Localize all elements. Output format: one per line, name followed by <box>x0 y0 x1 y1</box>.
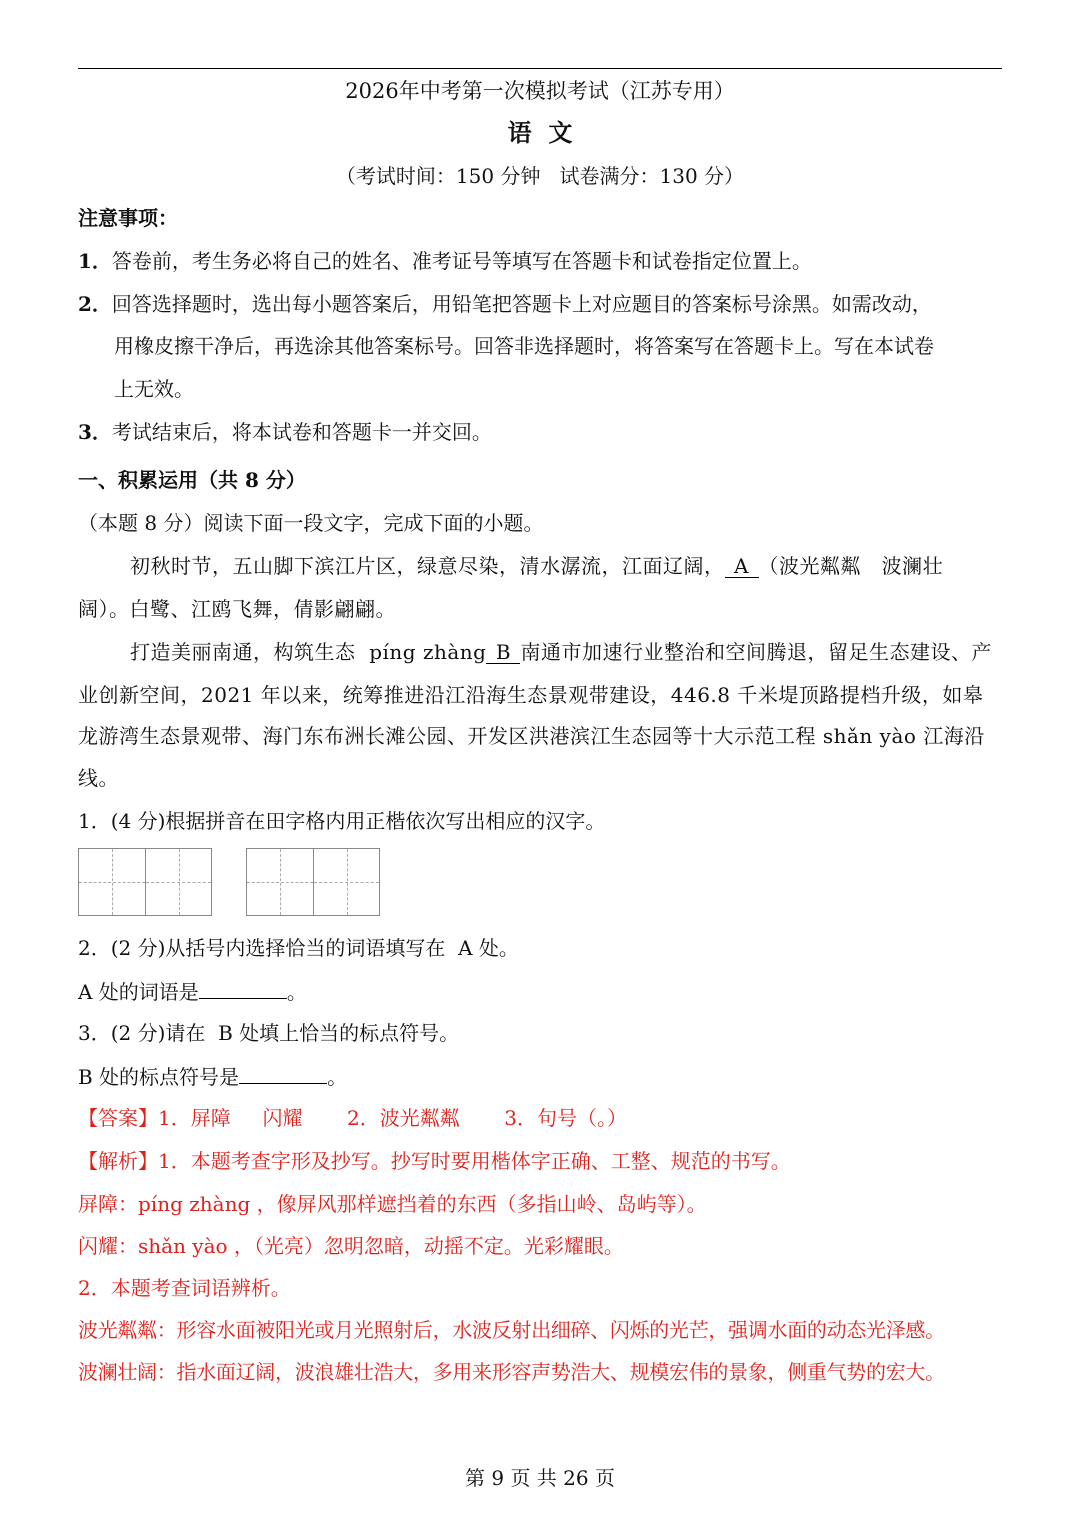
tianzige-grid-1[interactable] <box>78 848 212 916</box>
section-heading: 一、积累运用（共 8 分） <box>78 468 306 492</box>
passage-text: 打造美丽南通，构筑生态 píng zhàng <box>130 640 487 664</box>
page-footer: 第 9 页 共 26 页 <box>465 1466 615 1490</box>
tianzige-cell[interactable] <box>145 849 211 915</box>
subject-title: 语 文 <box>507 118 573 147</box>
passage-p1-line-1 <box>130 553 1060 579</box>
passage-text: 初秋时节，五山脚下滨江片区，绿意尽染，清水潺流，江面辽阔， <box>130 554 725 578</box>
section-intro: （本题 8 分）阅读下面一段文字，完成下面的小题。 <box>78 511 544 535</box>
note-2-number: 2． <box>78 292 112 316</box>
note-2 <box>78 291 1008 317</box>
question-2-answer <box>78 978 1008 1005</box>
passage-text: 南通市加速行业整治和空间腾退，留足生态建设、产 <box>520 640 992 664</box>
note-2-line-3: 上无效。 <box>114 377 194 401</box>
notes-heading: 注意事项： <box>78 206 178 230</box>
blank-a: A <box>725 555 759 578</box>
passage-p1-line-2: 阔）。白鹭、江鸥飞舞，倩影翩翩。 <box>78 597 396 621</box>
question-1: 1．(4 分)根据拼音在田字格内用正楷依次写出相应的汉字。 <box>78 809 606 833</box>
note-3 <box>78 419 1008 445</box>
analysis-bo-guang: 波光粼粼：形容水面被阳光或月光照射后，水波反射出细碎、闪烁的光芒，强调水面的动态光泽感。 <box>78 1318 945 1342</box>
answer-line: 【答案】1．屏障 闪耀 2．波光粼粼 3．句号（。） <box>78 1106 627 1130</box>
passage-text: （波光粼粼 波澜壮 <box>758 554 944 578</box>
analysis-bo-lan: 波澜壮阔：指水面辽阔，波浪雄壮浩大，多用来形容声势浩大、规模宏伟的景象，侧重气势的宏大。 <box>78 1360 945 1384</box>
note-2-line-2: 用橡皮擦干净后，再选涂其他答案标号。回答非选择题时，将答案写在答题卡上。写在本试卷 <box>114 334 934 358</box>
note-3-number: 3． <box>78 420 112 444</box>
analysis-part-2: 2．本题考查词语辨析。 <box>78 1276 291 1300</box>
note-1 <box>78 248 1008 274</box>
passage-p2-line-2: 业创新空间，2021 年以来，统筹推进沿江沿海生态景观带建设，446.8 千米堤顶路提档升级，如皋 <box>78 683 984 707</box>
answer-blank-a[interactable] <box>199 978 287 999</box>
tianzige-cell[interactable] <box>247 849 313 915</box>
passage-p2-line-3: 龙游湾生态景观带、海门东布洲长滩公园、开发区洪港滨江生态园等十大示范工程 shǎn yào 江海沿 <box>78 724 985 748</box>
answer-label: A 处的词语是 <box>78 980 199 1004</box>
tianzige-grid-2[interactable] <box>246 848 380 916</box>
period: 。 <box>327 1065 348 1089</box>
tianzige-cell[interactable] <box>313 849 379 915</box>
analysis-pingzhang: 屏障：píng zhàng ，像屏风那样遮挡着的东西（多指山岭、岛屿等）。 <box>78 1192 707 1216</box>
passage-p2-line-4: 线。 <box>78 766 119 790</box>
tianzige-cell[interactable] <box>79 849 145 915</box>
note-1-number: 1． <box>78 249 112 273</box>
passage-p2-line-1 <box>130 639 1060 665</box>
exam-info: （考试时间：150 分钟 试卷满分：130 分） <box>335 164 745 188</box>
question-3: 3．(2 分)请在 B 处填上恰当的标点符号。 <box>78 1021 460 1045</box>
analysis-heading: 【解析】1．本题考查字形及抄写。抄写时要用楷体字正确、工整、规范的书写。 <box>78 1149 791 1173</box>
analysis-shanyao: 闪耀：shǎn yào ，（光亮）忽明忽暗，动摇不定。光彩耀眼。 <box>78 1234 624 1258</box>
note-1-text: 答卷前，考生务必将自己的姓名、准考证号等填写在答题卡和试卷指定位置上。 <box>111 249 812 273</box>
note-2-text: 回答选择题时，选出每小题答案后，用铅笔把答题卡上对应题目的答案标号涂黑。如需改动， <box>111 292 932 316</box>
exam-title: 2026年中考第一次模拟考试（江苏专用） <box>345 79 735 103</box>
period: 。 <box>286 980 307 1004</box>
question-3-answer <box>78 1063 1008 1090</box>
question-2: 2．(2 分)从括号内选择恰当的词语填写在 A 处。 <box>78 936 519 960</box>
header-rule <box>78 68 1002 69</box>
note-3-text: 考试结束后，将本试卷和答题卡一并交回。 <box>111 420 492 444</box>
answer-label: B 处的标点符号是 <box>78 1065 240 1089</box>
answer-blank-b[interactable] <box>239 1063 327 1084</box>
blank-b: B <box>486 641 520 664</box>
